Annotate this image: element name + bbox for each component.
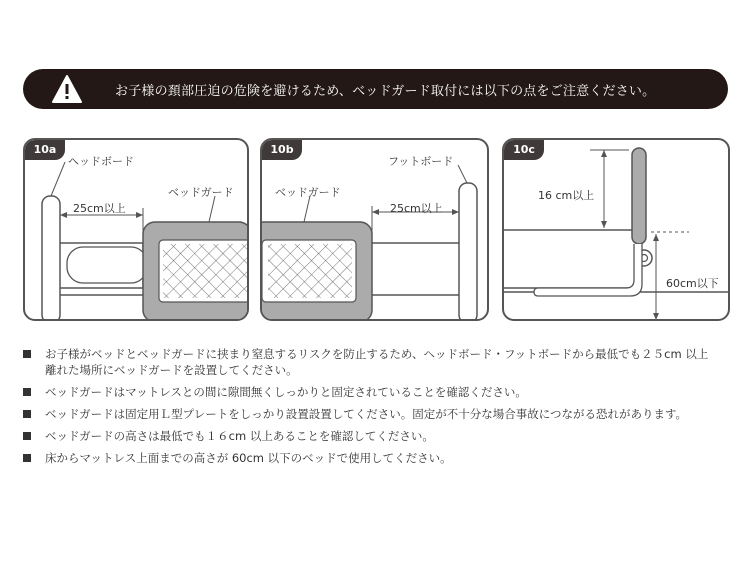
diagram-10a (23, 138, 249, 321)
diagram-10a-tag: 10a (25, 140, 65, 160)
note-item: お子様がベッドとベッドガードに挟まり窒息するリスクを防止するため、ヘッドボード・フットボードから最低でも２５cm 以上 離れた場所にベッドガードを設置してください。 (23, 346, 738, 378)
bullet-square-icon (23, 388, 31, 396)
bed-guard-label-a: ベッドガード (168, 186, 234, 199)
diagram-10c-drawing (504, 140, 730, 321)
note-item: ベッドガードはマットレスとの間に隙間無くしっかりと固定されていることを確認ください。 (23, 384, 738, 400)
bullet-square-icon (23, 432, 31, 440)
diagram-10c-tag: 10c (504, 140, 544, 160)
diagram-10b-tag: 10b (262, 140, 302, 160)
warning-triangle-icon (51, 74, 83, 104)
diagram-10a-drawing (25, 140, 249, 321)
bullet-square-icon (23, 350, 31, 358)
gap-label-a: 25cm以上 (73, 202, 126, 215)
diagram-10c (502, 138, 730, 321)
headboard-label: ヘッドボード (68, 155, 134, 168)
diagram-10b-drawing (262, 140, 489, 321)
note-item: ベッドガードは固定用Ｌ型プレートをしっかり設置設置してください。固定が不十分な場合事故につながる恐れがあります。 (23, 406, 738, 422)
bullet-square-icon (23, 454, 31, 462)
warning-text: お子様の頚部圧迫の危険を避けるため、ベッドガード取付には以下の点をご注意ください。 (115, 84, 656, 99)
footboard-label: フットボード (388, 155, 454, 168)
diagram-10b (260, 138, 489, 321)
bullet-square-icon (23, 410, 31, 418)
gap-label-b: 25cm以上 (390, 202, 443, 215)
notes-list (23, 346, 738, 472)
floor-height-label: 60cm以下 (666, 277, 719, 290)
height-label: 16 cm以上 (538, 189, 595, 202)
warning-banner (23, 69, 728, 109)
bed-guard-label-b: ベッドガード (275, 186, 341, 199)
note-item: ベッドガードの高さは最低でも１６cm 以上あることを確認してください。 (23, 428, 738, 444)
note-item: 床からマットレス上面までの高さが 60cm 以下のベッドで使用してください。 (23, 450, 738, 466)
